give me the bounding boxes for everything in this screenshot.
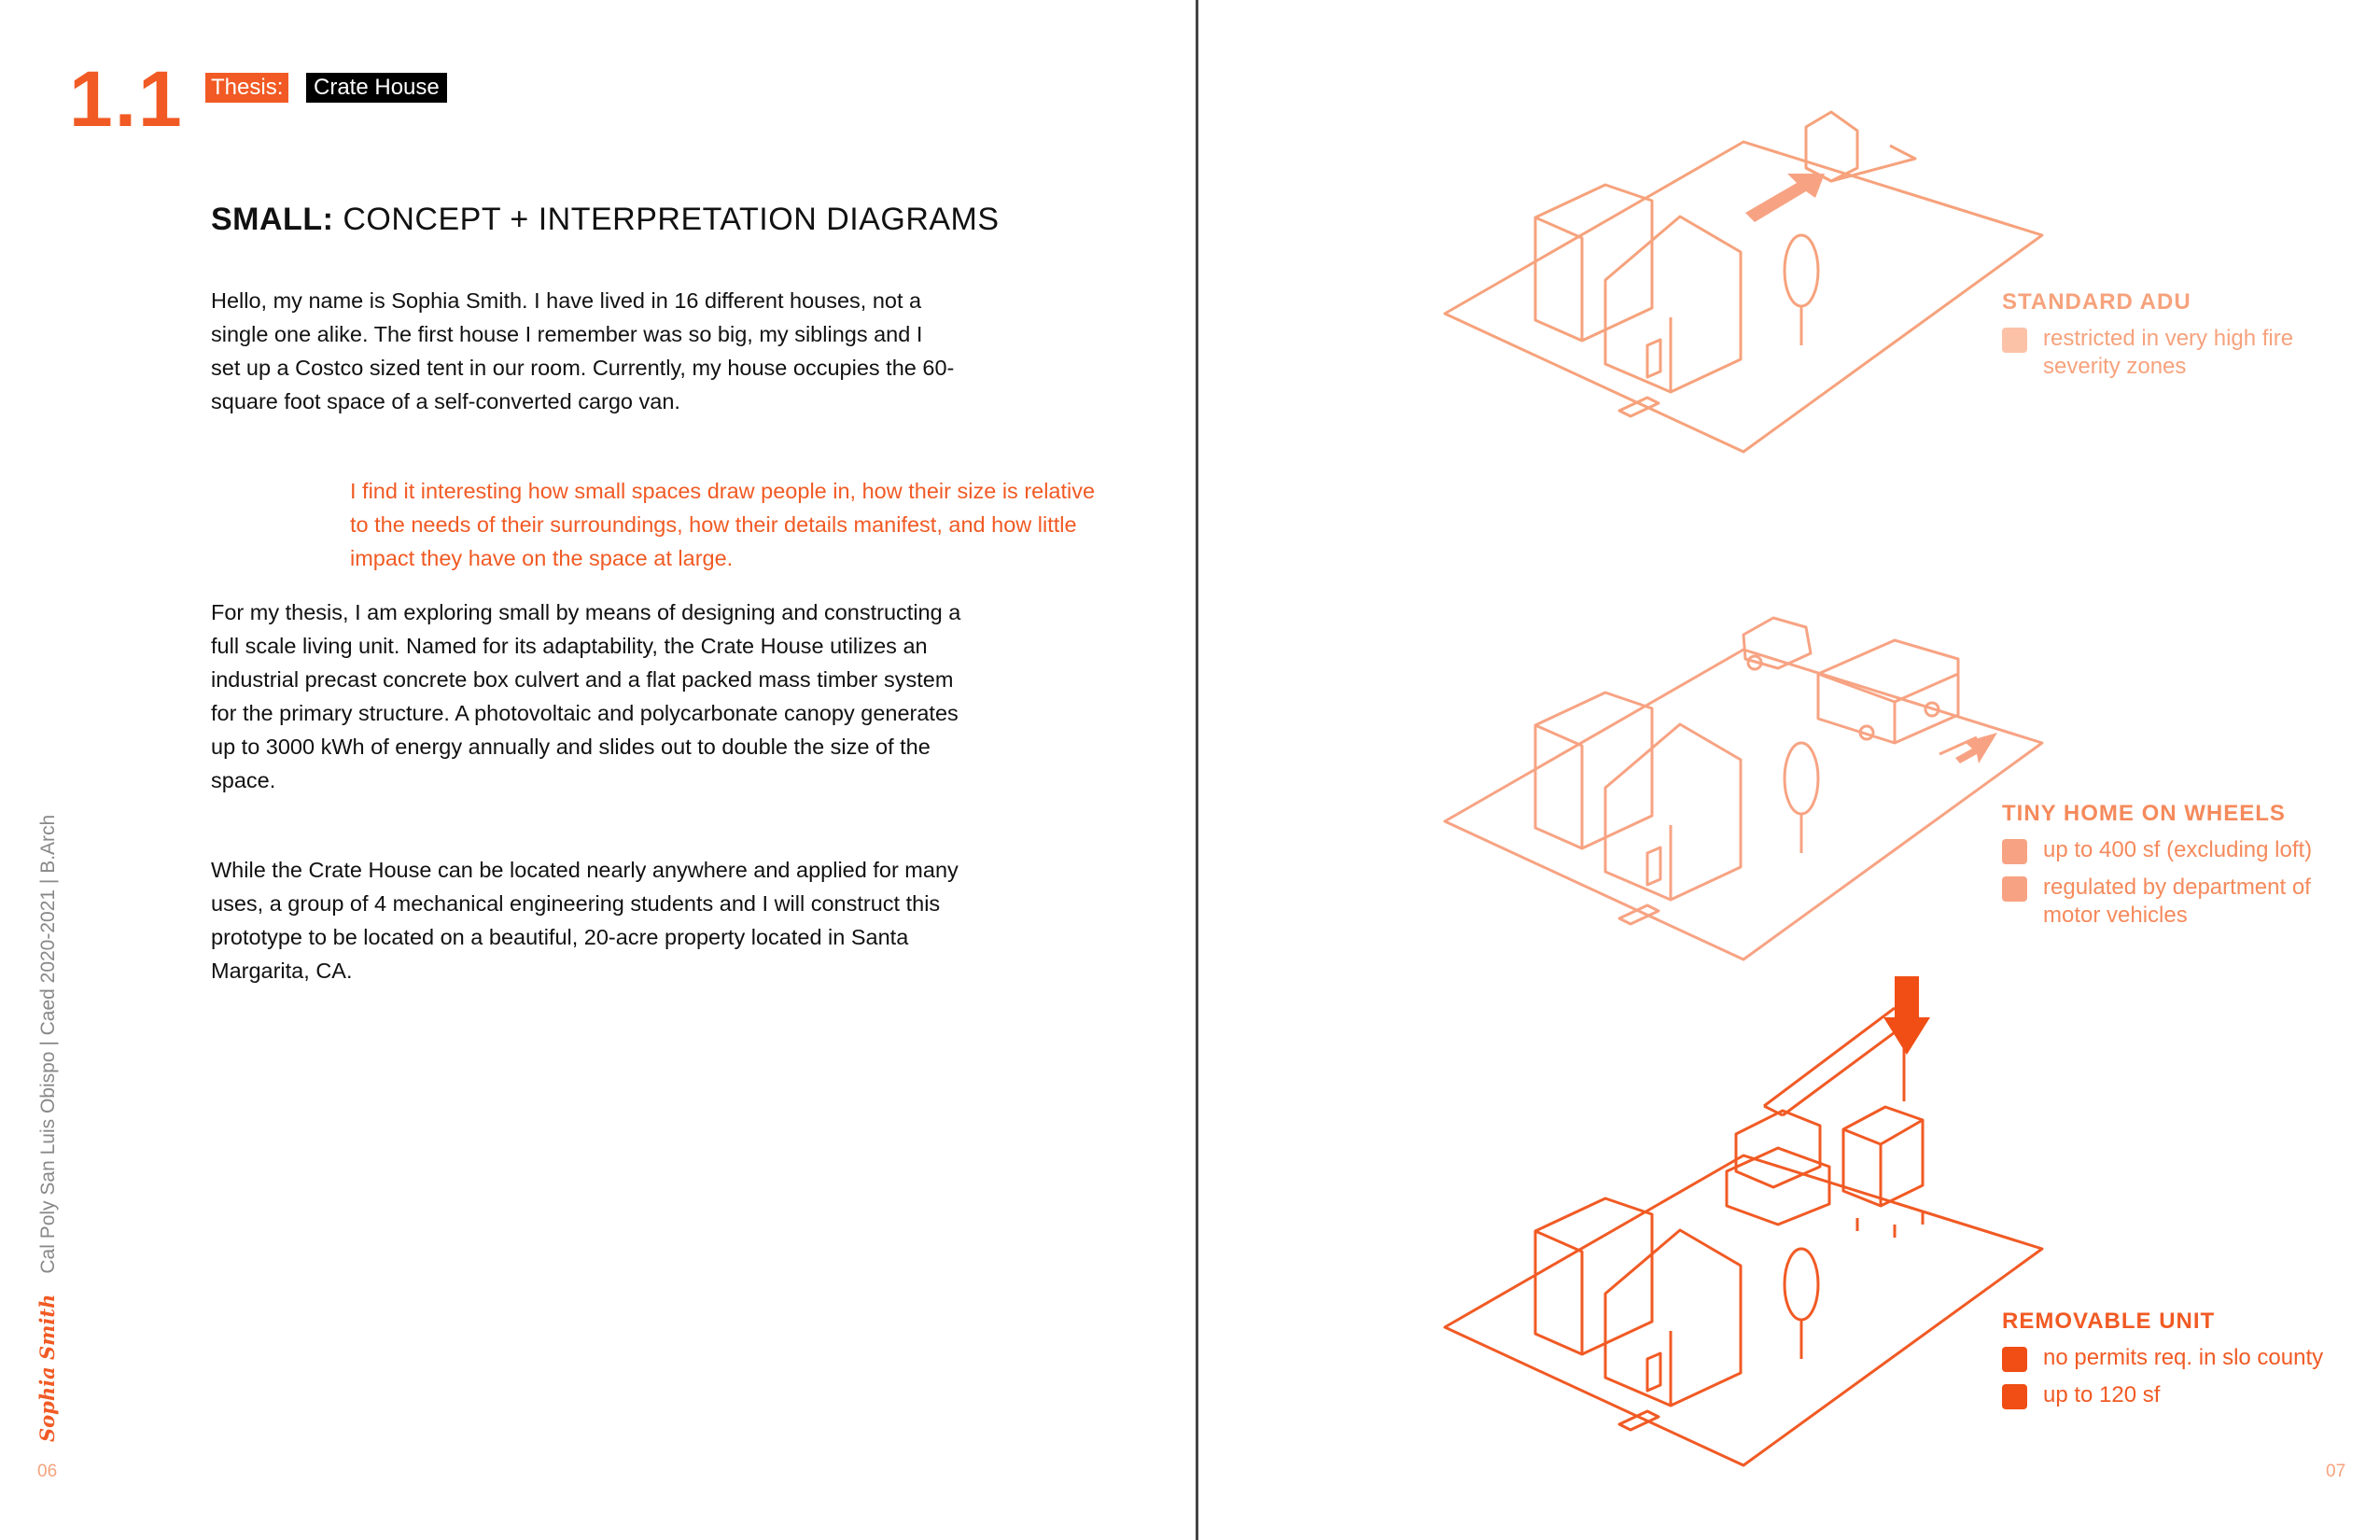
label-title: TINY HOME ON WHEELS xyxy=(2002,801,2286,826)
thesis-tag: Thesis: xyxy=(205,73,288,103)
thow-main-house-right xyxy=(1605,724,1741,900)
rem-main-house-right xyxy=(1605,1230,1741,1406)
rem-main-house-left xyxy=(1535,1198,1652,1354)
thow-steps xyxy=(1619,905,1659,924)
pull-quote: I find it interesting how small spaces draw people in, how their size is relative to the needs of their surroundings, how their details manifest, and how little impact they have on the space at large. xyxy=(350,479,1096,570)
school-info: Cal Poly San Luis Obispo | Caed 2020-2021 | B.Arch xyxy=(37,814,59,1274)
adu-door xyxy=(1647,340,1660,377)
thow-diagram xyxy=(1445,618,2042,959)
adu-tree xyxy=(1785,235,1818,306)
rem-crane-boom xyxy=(1764,1008,1909,1115)
label-item-text: regulated by department of motor vehicles xyxy=(2043,875,2311,928)
heading-bold: SMALL: xyxy=(211,202,334,237)
bullet-square xyxy=(2002,1347,2027,1372)
page-number-left: 06 xyxy=(37,1462,58,1481)
heading-rest: CONCEPT + INTERPRETATION DIAGRAMS xyxy=(333,202,1000,237)
adu-steps xyxy=(1619,398,1659,416)
adu-main-house-left xyxy=(1535,185,1652,341)
adu-main-house-right xyxy=(1605,217,1741,392)
section-number: 1.1 xyxy=(69,55,184,143)
label-item xyxy=(2002,874,2329,930)
bullet-square xyxy=(2002,876,2027,902)
author-brand: Sophia Smith xyxy=(35,1294,59,1442)
thow-door xyxy=(1647,847,1660,885)
label-item xyxy=(2002,325,2310,381)
label-title: REMOVABLE UNIT xyxy=(2002,1309,2216,1334)
label-item-text: up to 400 sf (excluding loft) xyxy=(2043,837,2313,862)
adu-diagram xyxy=(1445,112,2042,452)
label-item-text: restricted in very high fire severity zones xyxy=(2043,326,2294,379)
thesis-paragraph: For my thesis, I am exploring small by means of designing and constructing a full scale living unit. Named for its adaptability, the Crate House utilizes an industrial precast concrete box culvert and a flat packed mass timber system for the primary structure. A photovoltaic and polycarbonate canopy generates up to 3000 kWh of energy annually and slides out to double the size of the space. xyxy=(211,600,961,792)
label-standard-adu xyxy=(2002,289,2310,381)
thow-tree xyxy=(1785,743,1818,814)
rem-steps xyxy=(1619,1411,1659,1430)
thow-trailer xyxy=(1818,640,1958,743)
thow-main-house-left xyxy=(1535,693,1652,848)
project-tag: Crate House xyxy=(306,73,447,103)
intro-paragraph: Hello, my name is Sophia Smith. I have lived in 16 different houses, not a single one alike. The first house I remember was so big, my siblings and I set up a Costco sized tent in our room. Currently, my house occupies the 60-square foot space of a self-converted cargo van. xyxy=(211,288,955,413)
rem-footings xyxy=(1857,1211,1923,1238)
label-removable-unit xyxy=(2002,1309,2329,1409)
bullet-square xyxy=(2002,328,2027,353)
rem-tree xyxy=(1785,1249,1818,1320)
page-number-right: 07 xyxy=(2326,1462,2346,1481)
bullet-square xyxy=(2002,839,2027,864)
label-title: STANDARD ADU xyxy=(2002,289,2191,315)
removable-diagram xyxy=(1445,1008,2042,1465)
location-paragraph: While the Crate House can be located nearly anywhere and applied for many uses, a group of 4 mechanical engineering students and I will construct this prototype to be located on a beautiful, 20-acre property located in Santa Margarita, CA. xyxy=(211,858,959,983)
rem-unit-edges xyxy=(1843,1120,1923,1206)
rem-arrow xyxy=(1883,976,1930,1055)
label-item xyxy=(2002,1381,2329,1409)
label-item-text: up to 120 sf xyxy=(2043,1382,2161,1407)
label-tiny-home xyxy=(2002,801,2329,930)
label-item xyxy=(2002,836,2329,864)
rem-door xyxy=(1647,1353,1660,1391)
label-item xyxy=(2002,1344,2329,1372)
label-item-text: no permits req. in slo county xyxy=(2043,1345,2324,1370)
bullet-square xyxy=(2002,1384,2027,1409)
adu-arrow xyxy=(1745,174,1825,222)
